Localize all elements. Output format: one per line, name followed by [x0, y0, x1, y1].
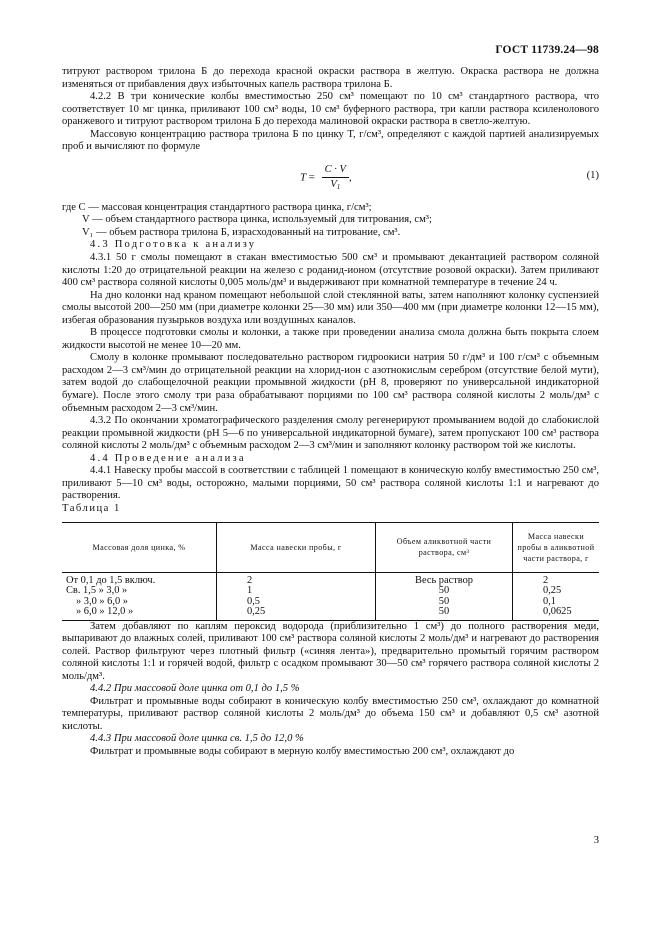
formula-tail: ,: [348, 171, 352, 184]
paragraph-4-4-1: 4.4.1 Навеску пробы массой в соответствии с таблицей 1 помещают в коническую колбу вместимостью 250 см³, приливают 5—10 см³ воды, осторожно, малыми порциями, 50 см³ раствора соляной кислоты 1:1 и нагревают до растворения.: [62, 465, 599, 502]
paragraph-continuation: титруют раствором трилона Б до перехода красной окраски раствора в желтую. Окраска раствора не должна изменяться от прибавления двух избыточных капель раствора трилона Б.: [62, 66, 599, 90]
paragraph-4-3-2: 4.3.2 По окончании хроматографического разделения смолу регенерируют промыванием водой до слабокислой реакции промывной жидкости (pH 5—6 по универсальной индикаторной бумаге), затем пропускают 100 см³ раствора соляной кислоты 2 моль/дм³ с объемным расходом 2—3 см³/мин и заполняют колонку раствором той же кислоты.: [62, 415, 599, 452]
table-cell: 0,25: [217, 607, 376, 620]
table-cell: 0,0625: [513, 607, 600, 620]
paragraph-4-4-3: Фильтрат и промывные воды собирают в мерную колбу вместимостью 200 см³, охлаждают до: [90, 745, 515, 757]
table-cell: Св. 1,5 » 3,0 »: [62, 586, 217, 597]
table-row: [62, 586, 599, 597]
table-row: [62, 597, 599, 608]
formula-fraction: [322, 164, 349, 192]
document-body: [62, 66, 599, 759]
table-header-aliquot-volume: Объем аликвотной части раствора, см³: [376, 522, 513, 572]
formula-number: (1): [586, 169, 599, 181]
paragraph-peroxide: Затем добавляют по каплям пероксид водорода (приблизительно 1 см³) до полного растворения меди, выпаривают до влажных солей, приливают 100 см³ раствора соляной кислоты 2 моль/дм³ и нагревают до растворения солей. Раствор фильтруют через плотный фильтр («синяя лента»), предварительно промытый горячим раствором соляной кислоты 1:1 и горячей водой, фильтр с осадком промывают 30—50 см³ горячего раствора соляной кислоты 2 моль/дм³.: [62, 620, 599, 682]
legend-line-v: V — объем стандартного раствора цинка, используемый для титрования, см³;: [82, 214, 432, 226]
legend-line-v1: V₁ — объем раствора трилона Б, израсходованный на титрование, см³.: [82, 226, 401, 238]
table-cell: От 0,1 до 1,5 включ.: [62, 572, 217, 586]
paragraph-4-3-1: 4.3.1 50 г смолы помещают в стакан вместимостью 500 см³ и промывают декантацией раствором соляной кислоты 1:20 до отрицательной реакции на железо с роданид-ионом (отсутствие розовой окраски). Затем приливают 400 см³ раствора соляной кислоты 0,005 моль/дм³ и выдерживают при комнатной температуре в течение 24 ч.: [62, 252, 599, 289]
table-cell: Весь раствор: [376, 572, 513, 586]
table-row: [62, 607, 599, 620]
subheading-4-4-3: 4.4.3 При массовой доле цинка св. 1,5 до 12,0 %: [90, 733, 304, 745]
formula-1: [62, 154, 599, 200]
table-row: [62, 572, 599, 586]
formula-legend: [62, 202, 599, 240]
subheading-4-4-2: 4.4.2 При массовой доле цинка от 0,1 до 1,5 %: [90, 683, 300, 695]
table-cell: 0,25: [543, 585, 562, 596]
formula-equals: =: [308, 171, 315, 184]
legend-line-c: где C — массовая концентрация стандартного раствора цинка, г/см³;: [62, 201, 372, 213]
table-header-sample-mass: Масса навески пробы, г: [217, 522, 376, 572]
table-cell: 50: [376, 607, 513, 620]
formula-den-var: V: [330, 179, 337, 191]
table-cell: 50: [376, 586, 513, 597]
table-cell: 1: [217, 586, 376, 597]
paragraph-column-fill: На дно колонки над краном помещают небольшой слой стеклянной ваты, затем наполняют колонку суспензией смолы высотой 200—250 мм (при диаметре колонки 25—30 мм) или 350—400 мм (при диаметре колонки 12—15 мм), избегая образования пузырьков воздуха или воздушных каналов.: [62, 289, 599, 326]
document-header: ГОСТ 11739.24—98: [495, 44, 599, 56]
table-cell: 0,1: [543, 595, 556, 607]
formula-denominator: [322, 178, 349, 192]
table-header-row: [62, 522, 599, 572]
paragraph-concentration: Массовую концентрацию раствора трилона Б по цинку T, г/см³, определяют с каждой партией анализируемых проб и вычисляют по формуле: [62, 128, 599, 153]
formula-expression: [300, 164, 352, 192]
section-heading-4-4: 4.4 Проведение анализа: [90, 452, 246, 464]
paragraph-4-2-2: 4.2.2 В три конические колбы вместимостью 250 см³ помещают по 10 см³ стандартного раствора, что соответствует 10 мг цинка, приливают 100 см³ воды, 10 см³ буферного раствора, три капли раствора ксиленолового оранжевого и титруют раствором трилона Б до перехода малиновой окраски раствора в светло-желтую.: [62, 91, 599, 128]
table-1: [62, 522, 599, 621]
table-header-zinc-fraction: Массовая доля цинка, %: [62, 522, 217, 572]
table-cell: 2: [217, 572, 376, 586]
table-cell: 2: [543, 574, 549, 586]
table-header-aliquot-mass: Масса навески пробы в аликвотной части раствора, г: [513, 522, 600, 572]
formula-den-sub: 1: [336, 183, 341, 192]
table-cell: 50: [376, 597, 513, 608]
table-cell: » 6,0 » 12,0 »: [62, 607, 217, 620]
paragraph-liquid-layer: В процессе подготовки смолы и колонки, а также при проведении анализа смола должна быть покрыта слоем жидкости высотой не менее 10—20 мм.: [62, 327, 599, 351]
section-heading-4-3: 4.3 Подготовка к анализу: [90, 239, 257, 251]
table-cell: » 3,0 » 6,0 »: [62, 597, 217, 608]
table-cell: 0,5: [217, 597, 376, 608]
formula-lhs: T: [300, 171, 306, 184]
table-caption: Таблица 1: [62, 502, 121, 514]
page-number: 3: [593, 835, 599, 846]
paragraph-resin-wash: Смолу в колонке промывают последовательно раствором гидроокиси натрия 50 г/дм³ и 100 г/см³ с объемным расходом 2—3 см³/мин до отрицательной реакции на хлорид-ион с азотнокислым серебром (отсутствие белой мути), затем водой до слабощелочной реакции промывной жидкости (pH 8, проверяют по универсальной индикаторной бумаге). После этого смолу три раза обрабатывают порциями по 100 см³ раствора соляной кислоты 2 моль/дм³ с объемным расходом 2—3 см³/мин.: [62, 352, 599, 414]
paragraph-4-4-2: Фильтрат и промывные воды собирают в коническую колбу вместимостью 250 см³, охлаждают до комнатной температуры, приливают раствор соляной кислоты 2 моль/дм³ до объема 150 см³ и добавляют 0,5 см³ азотной кислоты.: [62, 695, 599, 732]
formula-numerator: C · V: [322, 164, 349, 179]
